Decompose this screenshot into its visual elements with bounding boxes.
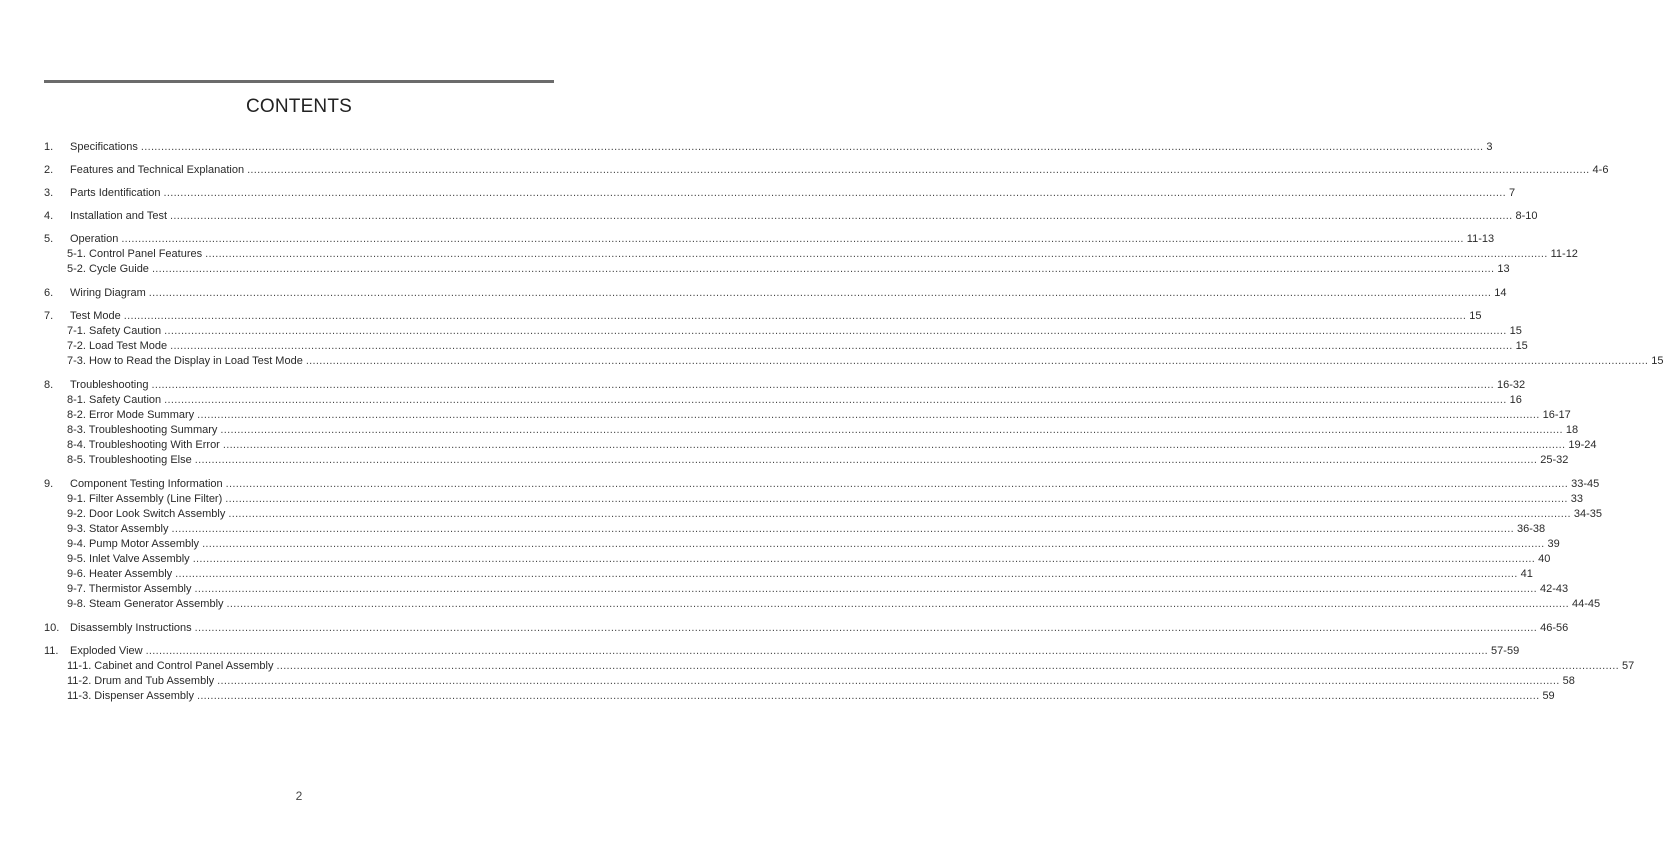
dot-leader: ................................................................................................................................................................................................................................................................................................................................................................................................................ [205,248,1548,260]
toc-entry-number: 4. [44,210,54,222]
toc-subentry [44,438,1597,453]
toc-entry-pages: 34-35 [1573,508,1602,520]
toc-entry-pages: 16-32 [1496,379,1526,391]
dot-leader: ................................................................................................................................................................................................................................................................................................................................................................................................................ [145,645,1489,657]
dot-leader: ................................................................................................................................................................................................................................................................................................................................................................................................................ [194,622,1538,634]
toc-section [44,378,1597,468]
dot-leader: ................................................................................................................................................................................................................................................................................................................................................................................................................ [164,394,1507,406]
dot-leader: ................................................................................................................................................................................................................................................................................................................................................................................................................ [194,454,1538,466]
page-title: CONTENTS [245,96,353,117]
toc-entry-label: 8-1. Safety Caution [67,394,162,406]
toc-subentry [44,552,1551,567]
toc-entry-pages: 33 [1570,493,1583,505]
toc-entry-label: Installation and Test [70,210,168,222]
toc-entry [44,378,1526,393]
toc-entry-label: 9-7. Thermistor Assembly [67,583,192,595]
toc-entry-number: 9. [44,478,54,490]
toc-entry-label: 11-2. Drum and Tub Assembly [67,675,215,687]
toc-entry-pages: 18 [1565,424,1579,436]
toc-subentry [44,567,1533,582]
toc-subentry [44,659,1635,674]
toc-entry-label: Test Mode [70,310,121,322]
toc-entry-pages: 14 [1494,287,1507,299]
dot-leader: ................................................................................................................................................................................................................................................................................................................................................................................................................ [226,598,1569,610]
dot-leader: ................................................................................................................................................................................................................................................................................................................................................................................................................ [196,690,1540,702]
toc-subentry [44,507,1602,522]
toc-entry-label: 9-6. Heater Assembly [67,568,173,580]
dot-leader: ................................................................................................................................................................................................................................................................................................................................................................................................................ [164,325,1507,337]
toc-entry-pages: 15 [1515,340,1528,352]
toc-subentry [44,324,1522,339]
toc-entry-label: 8-3. Troubleshooting Summary [67,424,218,436]
dot-leader: ................................................................................................................................................................................................................................................................................................................................................................................................................ [148,287,1492,299]
toc-section [44,309,1664,369]
toc-entry-pages: 16-17 [1542,409,1571,421]
dot-leader: ................................................................................................................................................................................................................................................................................................................................................................................................................ [170,210,1513,222]
toc-entry-label: 11-3. Dispenser Assembly [67,690,194,702]
toc-entry-number: 5. [44,233,54,245]
dot-leader: ................................................................................................................................................................................................................................................................................................................................................................................................................ [123,310,1467,322]
toc-entry [44,309,1482,324]
toc-entry-label: 9-2. Door Look Switch Assembly [67,508,226,520]
toc-entry-pages: 57-59 [1491,645,1520,657]
toc-entry-number: 7. [44,310,54,322]
toc-entry-label: Disassembly Instructions [70,622,192,634]
toc-entry-pages: 41 [1520,568,1533,580]
toc-subentry [44,492,1583,507]
dot-leader: ................................................................................................................................................................................................................................................................................................................................................................................................................ [222,439,1566,451]
dot-leader: ................................................................................................................................................................................................................................................................................................................................................................................................................ [197,409,1540,421]
dot-leader: ................................................................................................................................................................................................................................................................................................................................................................................................................ [121,233,1464,245]
toc-entry [44,186,1516,201]
toc-entry-label: Specifications [70,141,138,153]
toc-entry-number: 3. [44,187,54,199]
toc-section [44,286,1507,301]
toc-section [44,644,1635,704]
toc-entry-pages: 44-45 [1571,598,1601,610]
dot-leader: ................................................................................................................................................................................................................................................................................................................................................................................................................ [225,493,1568,505]
toc-section [44,621,1569,636]
toc-entry-label: 9-1. Filter Assembly (Line Filter) [67,493,223,505]
toc-subentry [44,354,1664,369]
toc-entry-label: Component Testing Information [70,478,223,490]
toc-subentry [44,674,1575,689]
dot-leader: ................................................................................................................................................................................................................................................................................................................................................................................................................ [220,424,1563,436]
toc-entry-label: 5-1. Control Panel Features [67,248,203,260]
toc-subentry [44,262,1510,277]
dot-leader: ................................................................................................................................................................................................................................................................................................................................................................................................................ [175,568,1518,580]
toc-section [44,163,1609,178]
toc-entry [44,232,1495,247]
dot-leader: ................................................................................................................................................................................................................................................................................................................................................................................................................ [140,141,1484,153]
toc-entry [44,163,1609,178]
dot-leader: ................................................................................................................................................................................................................................................................................................................................................................................................................ [170,340,1513,352]
dot-leader: ................................................................................................................................................................................................................................................................................................................................................................................................................ [305,355,1649,367]
toc-entry-label: 8-5. Troubleshooting Else [67,454,192,466]
toc-entry-label: 11-1. Cabinet and Control Panel Assembly [67,660,274,672]
toc-subentry [44,597,1601,612]
toc-subentry [44,247,1578,262]
toc-entry-number: 6. [44,287,54,299]
dot-leader: ................................................................................................................................................................................................................................................................................................................................................................................................................ [202,538,1545,550]
toc-entry-pages: 19-24 [1568,439,1597,451]
toc-entry-label: Operation [70,233,119,245]
toc-entry-pages: 58 [1562,675,1575,687]
toc-section [44,209,1538,224]
toc-entry-label: 8-2. Error Mode Summary [67,409,195,421]
toc-entry-number: 1. [44,141,54,153]
toc-entry-number: 11. [44,645,59,657]
toc-entry-pages: 15 [1509,325,1522,337]
dot-leader: ................................................................................................................................................................................................................................................................................................................................................................................................................ [194,583,1537,595]
toc-entry-pages: 40 [1538,553,1551,565]
toc-entry-label: Features and Technical Explanation [70,164,245,176]
top-rule [44,80,554,83]
toc-entry-number: 10. [44,622,60,634]
toc-subentry [44,689,1555,704]
toc-entry-pages: 59 [1542,690,1555,702]
toc-entry-label: 7-2. Load Test Mode [67,340,168,352]
toc-entry-number: 8. [44,379,54,391]
dot-leader: ................................................................................................................................................................................................................................................................................................................................................................................................................ [151,379,1494,391]
toc-subentry [44,408,1571,423]
toc-entry-pages: 15 [1469,310,1482,322]
toc-section [44,232,1578,277]
toc-entry-label: Troubleshooting [70,379,149,391]
toc-entry-label: Wiring Diagram [70,287,146,299]
page-number: 2 [295,789,303,803]
toc-entry-label: 9-3. Stator Assembly [67,523,169,535]
toc-entry-number: 2. [44,164,54,176]
toc-subentry [44,423,1579,438]
toc-entry [44,286,1507,301]
toc-entry-pages: 13 [1497,263,1510,275]
dot-leader: ................................................................................................................................................................................................................................................................................................................................................................................................................ [276,660,1619,672]
toc-entry-label: Parts Identification [70,187,161,199]
toc-entry-pages: 11-12 [1550,248,1578,260]
toc-subentry [44,537,1560,552]
dot-leader: ................................................................................................................................................................................................................................................................................................................................................................................................................ [151,263,1495,275]
toc-entry-label: 8-4. Troubleshooting With Error [67,439,220,451]
dot-leader: ................................................................................................................................................................................................................................................................................................................................................................................................................ [163,187,1506,199]
toc-subentry [44,522,1546,537]
toc-subentry [44,393,1522,408]
dot-leader: ................................................................................................................................................................................................................................................................................................................................................................................................................ [171,523,1514,535]
toc-section [44,186,1516,201]
toc-entry-pages: 57 [1621,660,1635,672]
table-of-contents [44,140,1664,713]
toc-entry [44,209,1538,224]
toc-entry-pages: 8-10 [1515,210,1538,222]
toc-entry [44,621,1569,636]
toc-entry-label: 7-1. Safety Caution [67,325,162,337]
toc-entry [44,644,1520,659]
toc-section [44,477,1602,612]
toc-entry-pages: 4-6 [1592,164,1609,176]
toc-entry-pages: 46-56 [1540,622,1569,634]
toc-entry-pages: 3 [1486,141,1493,153]
dot-leader: ................................................................................................................................................................................................................................................................................................................................................................................................................ [225,478,1569,490]
toc-entry [44,477,1600,492]
toc-entry-label: 9-4. Pump Motor Assembly [67,538,200,550]
toc-entry-pages: 42-43 [1539,583,1569,595]
toc-section [44,140,1493,155]
toc-entry-label: 7-3. How to Read the Display in Load Test Mode [67,355,303,367]
dot-leader: ................................................................................................................................................................................................................................................................................................................................................................................................................ [217,675,1560,687]
toc-entry-pages: 11-13 [1466,233,1495,245]
toc-entry-pages: 33-45 [1571,478,1600,490]
toc-entry-pages: 7 [1508,187,1516,199]
toc-entry-pages: 25-32 [1540,454,1569,466]
dot-leader: ................................................................................................................................................................................................................................................................................................................................................................................................................ [228,508,1571,520]
toc-subentry [44,582,1569,597]
dot-leader: ................................................................................................................................................................................................................................................................................................................................................................................................................ [247,164,1590,176]
toc-entry-label: 9-8. Steam Generator Assembly [67,598,224,610]
toc-subentry [44,453,1569,468]
toc-entry [44,140,1493,155]
toc-entry-label: 9-5. Inlet Valve Assembly [67,553,190,565]
toc-entry-pages: 15 [1651,355,1664,367]
toc-entry-pages: 36-38 [1516,523,1546,535]
toc-subentry [44,339,1528,354]
toc-entry-label: Exploded View [70,645,143,657]
toc-entry-pages: 16 [1509,394,1522,406]
dot-leader: ................................................................................................................................................................................................................................................................................................................................................................................................................ [192,553,1536,565]
toc-entry-label: 5-2. Cycle Guide [67,263,149,275]
toc-entry-pages: 39 [1547,538,1560,550]
